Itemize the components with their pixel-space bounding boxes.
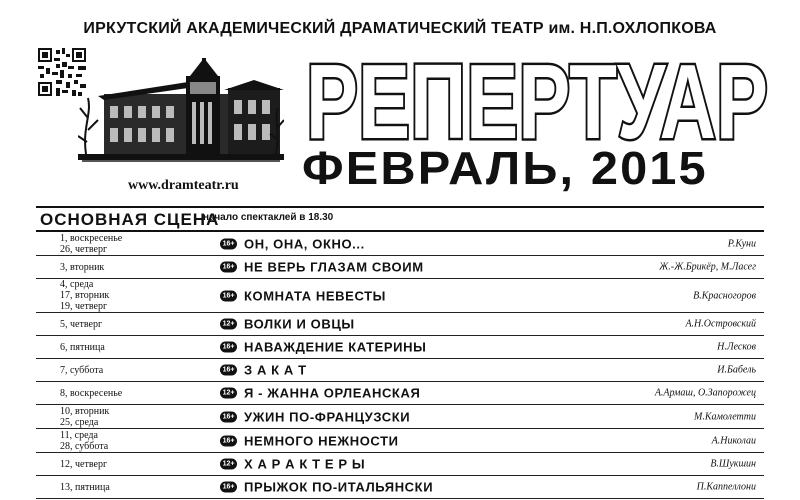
repertoire-heading-text: РЕПЕРТУАР [306, 54, 768, 144]
age-rating-badge: 16+ [220, 365, 237, 376]
age-rating-badge: 16+ [220, 342, 237, 353]
performance-title: КОМНАТА НЕВЕСТЫ [244, 288, 386, 303]
performance-date: 19, четверг [60, 301, 108, 312]
repertoire-heading [302, 54, 772, 144]
performance-author: Н.Лесков [717, 341, 756, 353]
performance-date: 26, четверг [60, 243, 108, 255]
performance-title: ОН, ОНА, ОКНО... [244, 236, 365, 251]
performance-row [36, 382, 764, 405]
performance-row [36, 453, 764, 476]
stage-title: ОСНОВНАЯ СЦЕНА [40, 210, 220, 229]
age-rating-badge: 16+ [220, 411, 237, 422]
performance-title: З А К А Т [244, 362, 307, 378]
performance-dates [60, 279, 109, 312]
performance-date: 13, пятница [60, 481, 110, 493]
age-rating-badge: 16+ [220, 482, 237, 493]
performance-title: Я - ЖАННА ОРЛЕАНСКАЯ [244, 385, 421, 401]
performance-date: 4, среда [60, 279, 94, 290]
performance-title: ВОЛКИ И ОВЦЫ [244, 316, 355, 332]
performance-date: 28, суббота [60, 440, 109, 452]
performance-author: П.Каппеллони [696, 481, 756, 493]
performance-dates [60, 232, 122, 255]
performance-title: НАВАЖДЕНИЕ КАТЕРИНЫ [244, 339, 427, 355]
performance-dates [60, 453, 107, 475]
performance-row [36, 476, 764, 499]
performance-date: 6, пятница [60, 341, 105, 353]
performance-dates [60, 382, 122, 404]
performance-date: 25, среда [60, 416, 99, 428]
performance-dates [60, 256, 104, 278]
performance-author: М.Камолетти [694, 411, 756, 422]
performance-dates [60, 336, 105, 358]
month-heading: ФЕВРАЛЬ, 2015 [302, 142, 708, 194]
performance-row [36, 279, 764, 313]
performance-row [36, 405, 764, 429]
performance-list [36, 232, 764, 499]
performance-row [36, 256, 764, 279]
performance-date: 12, четверг [60, 458, 108, 470]
performance-date: 17, вторник [60, 290, 110, 301]
age-rating-badge: 16+ [220, 262, 237, 273]
performance-date: 7, суббота [60, 364, 104, 376]
performance-date: 11, среда [60, 429, 98, 441]
performance-date: 5, четверг [60, 318, 103, 330]
age-rating-badge: 12+ [220, 388, 237, 399]
performance-title: УЖИН ПО-ФРАНЦУЗСКИ [244, 409, 411, 424]
performance-author: В.Красногоров [693, 290, 756, 301]
performance-dates [60, 405, 109, 428]
performance-dates [60, 313, 102, 335]
performance-date: 10, вторник [60, 405, 110, 417]
age-rating-badge: 16+ [220, 435, 237, 446]
performance-title: НЕМНОГО НЕЖНОСТИ [244, 433, 399, 448]
performance-row [36, 336, 764, 359]
theatre-name: ИРКУТСКИЙ АКАДЕМИЧЕСКИЙ ДРАМАТИЧЕСКИЙ ТЕАТР им. Н.П.ОХЛОПКОВА [83, 20, 717, 37]
performance-dates [60, 359, 103, 381]
performance-author: В.Шукшин [710, 458, 756, 470]
performance-row [36, 429, 764, 453]
website-link[interactable]: www.dramteatr.ru [128, 178, 239, 193]
age-rating-badge: 16+ [220, 238, 237, 249]
performance-author: Р.Куни [727, 238, 756, 249]
performance-row [36, 359, 764, 382]
performance-date: 8, воскресенье [60, 387, 123, 399]
theatre-building-illustration [78, 58, 284, 176]
performance-author: И.Бабель [717, 364, 756, 376]
performance-author: А.Армаш, О.Запорожец [654, 387, 756, 399]
age-rating-badge: 12+ [220, 459, 237, 470]
age-rating-badge: 16+ [220, 290, 237, 301]
performance-row [36, 232, 764, 256]
performance-author: А.Николаи [711, 435, 756, 446]
performance-title: ПРЫЖОК ПО-ИТАЛЬЯНСКИ [244, 479, 434, 495]
performance-row [36, 313, 764, 336]
performance-title: Х А Р А К Т Е Р Ы [244, 456, 366, 472]
top-rule [36, 206, 764, 208]
performance-dates [60, 429, 108, 452]
performance-dates [60, 476, 110, 498]
start-time-note: начало спектаклей в 18.30 [203, 212, 334, 223]
performance-date: 3, вторник [60, 261, 105, 273]
age-rating-badge: 12+ [220, 319, 237, 330]
performance-author: А.Н.Островский [685, 318, 756, 330]
performance-date: 1, воскресенье [60, 232, 123, 244]
performance-title: НЕ ВЕРЬ ГЛАЗАМ СВОИМ [244, 259, 424, 275]
performance-author: Ж.-Ж.Брикёр, М.Ласег [659, 261, 756, 273]
